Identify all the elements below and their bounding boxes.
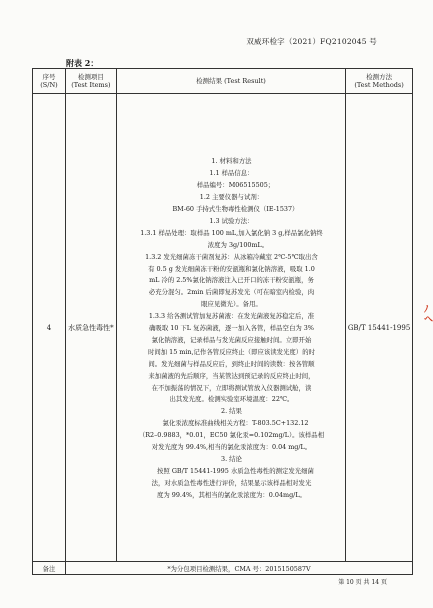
result-line: 来加菌液的先后顺序，当某管达到预记录的反应终止时间， bbox=[148, 371, 315, 380]
header-seq bbox=[33, 69, 66, 94]
result-line: 必充分混匀。2min 后菌即复苏发光（可在暗室内检验，肉 bbox=[148, 288, 315, 297]
result-line: 3. 结论 bbox=[221, 455, 242, 464]
results-table bbox=[32, 68, 413, 575]
result-line: 确吸取 10 下L 复苏菌液，逐一加入各管，样品空白为 3% bbox=[149, 324, 314, 333]
result-line: 1. 材料和方法 bbox=[211, 157, 252, 166]
result-line: 有 0.5 g 发光细菌冻干粉的安瓿瓶和氯化钠溶液，吸取 1.0 bbox=[148, 264, 315, 273]
remarks-row bbox=[33, 562, 413, 575]
result-line: 法，对水质急性毒性进行评价，结果显示该样品相对发光 bbox=[151, 478, 312, 487]
result-line: 眼应见微光）。备用。 bbox=[201, 300, 262, 309]
table-header-row bbox=[33, 69, 413, 94]
result-line: 氯化汞浓度标准曲线相关方程：T-803.5C+132.12 bbox=[162, 419, 309, 428]
result-line: 浓度为 3g/100mL。 bbox=[207, 240, 269, 249]
remarks-text: *为分包项目检测结果，CMA 号：2015150587V bbox=[65, 562, 412, 575]
result-line: 度为 99.4%，其相当的氯化汞浓度为：0.04mg/L。 bbox=[156, 490, 306, 499]
row-method: GB/T 15441-1995 bbox=[346, 94, 413, 562]
result-line: 间。发光细菌与样品反应后，到终止时间的读数：按各管顺 bbox=[148, 359, 315, 368]
result-line: 出其发光度。检测实验室环境温度：22℃。 bbox=[169, 395, 294, 404]
result-body bbox=[116, 94, 345, 562]
header-result-text: 检测结果 (Test Result) bbox=[196, 77, 266, 85]
page-number: 第 10 页 共 14 页 bbox=[338, 579, 387, 586]
result-line: BM-60 手持式生物毒性检测仪（IE-1537） bbox=[172, 204, 299, 213]
table-row bbox=[33, 94, 413, 562]
result-line: 1.3.1 样品处理：取样品 100 mL,加入氯化钠 3 g,样品氯化钠终 bbox=[140, 228, 323, 237]
result-line: 1.3.3 给各测试管加复苏菌液：在发光菌液复苏稳定后，准 bbox=[148, 312, 315, 321]
result-line: 氯化钠溶液，记录样品与发光菌反应接触时间。立即开始 bbox=[151, 335, 312, 344]
header-items-text: 检测项目 (Test Items) bbox=[71, 73, 111, 89]
result-line: 1.2 主要仪器与试剂： bbox=[199, 193, 264, 202]
header-items bbox=[65, 69, 116, 94]
result-line: 2. 结果 bbox=[221, 407, 242, 416]
header-methods bbox=[346, 69, 413, 94]
seal-fragment: ﾉ へ bbox=[424, 305, 433, 325]
header-seq-text: 序号 (S/N) bbox=[40, 73, 58, 89]
result-line: 按照 GB/T 15441-1995 水质急性毒性的测定发光细菌 bbox=[157, 466, 314, 475]
result-line: mL 冷的 2.5%氯化钠溶液注入已开口的冻干粉安瓿瓶，务 bbox=[149, 276, 314, 285]
report-number: 双威环检字（2021）FQ2102045 号 bbox=[246, 37, 377, 46]
header-methods-text: 检测方法 (Test Methods) bbox=[354, 73, 404, 89]
result-line: （R2–0.9883，*0.01，EC50 氯化汞=0.102mg/L）。该样品相 bbox=[138, 431, 325, 440]
row-item: 水质急性毒性* bbox=[65, 94, 116, 562]
remarks-label: 备注 bbox=[33, 562, 66, 575]
row-seq: 4 bbox=[33, 94, 66, 562]
result-line: 1.3.2 发光细菌冻干菌剂复苏：从冰箱冷藏室 2℃-5℃取出含 bbox=[145, 252, 318, 261]
result-line: 样品编号：M06515505； bbox=[196, 181, 275, 190]
result-line: 1.3 试验方法： bbox=[209, 216, 254, 225]
result-line: 对发光度为 99.4%,相当的氯化汞浓度为：0.04 mg/L。 bbox=[151, 443, 312, 452]
result-line: 在不加振荡的情况下，立即将测试管放入仪器测试舱，读 bbox=[151, 383, 312, 392]
result-line: 时间加 15 min,记作各管反应终止（即应该读发光度）的时 bbox=[147, 347, 315, 356]
header-result bbox=[116, 69, 345, 94]
result-line: 1.1 样品信息： bbox=[209, 169, 254, 178]
appendix-label: 附表 2： bbox=[66, 58, 99, 68]
